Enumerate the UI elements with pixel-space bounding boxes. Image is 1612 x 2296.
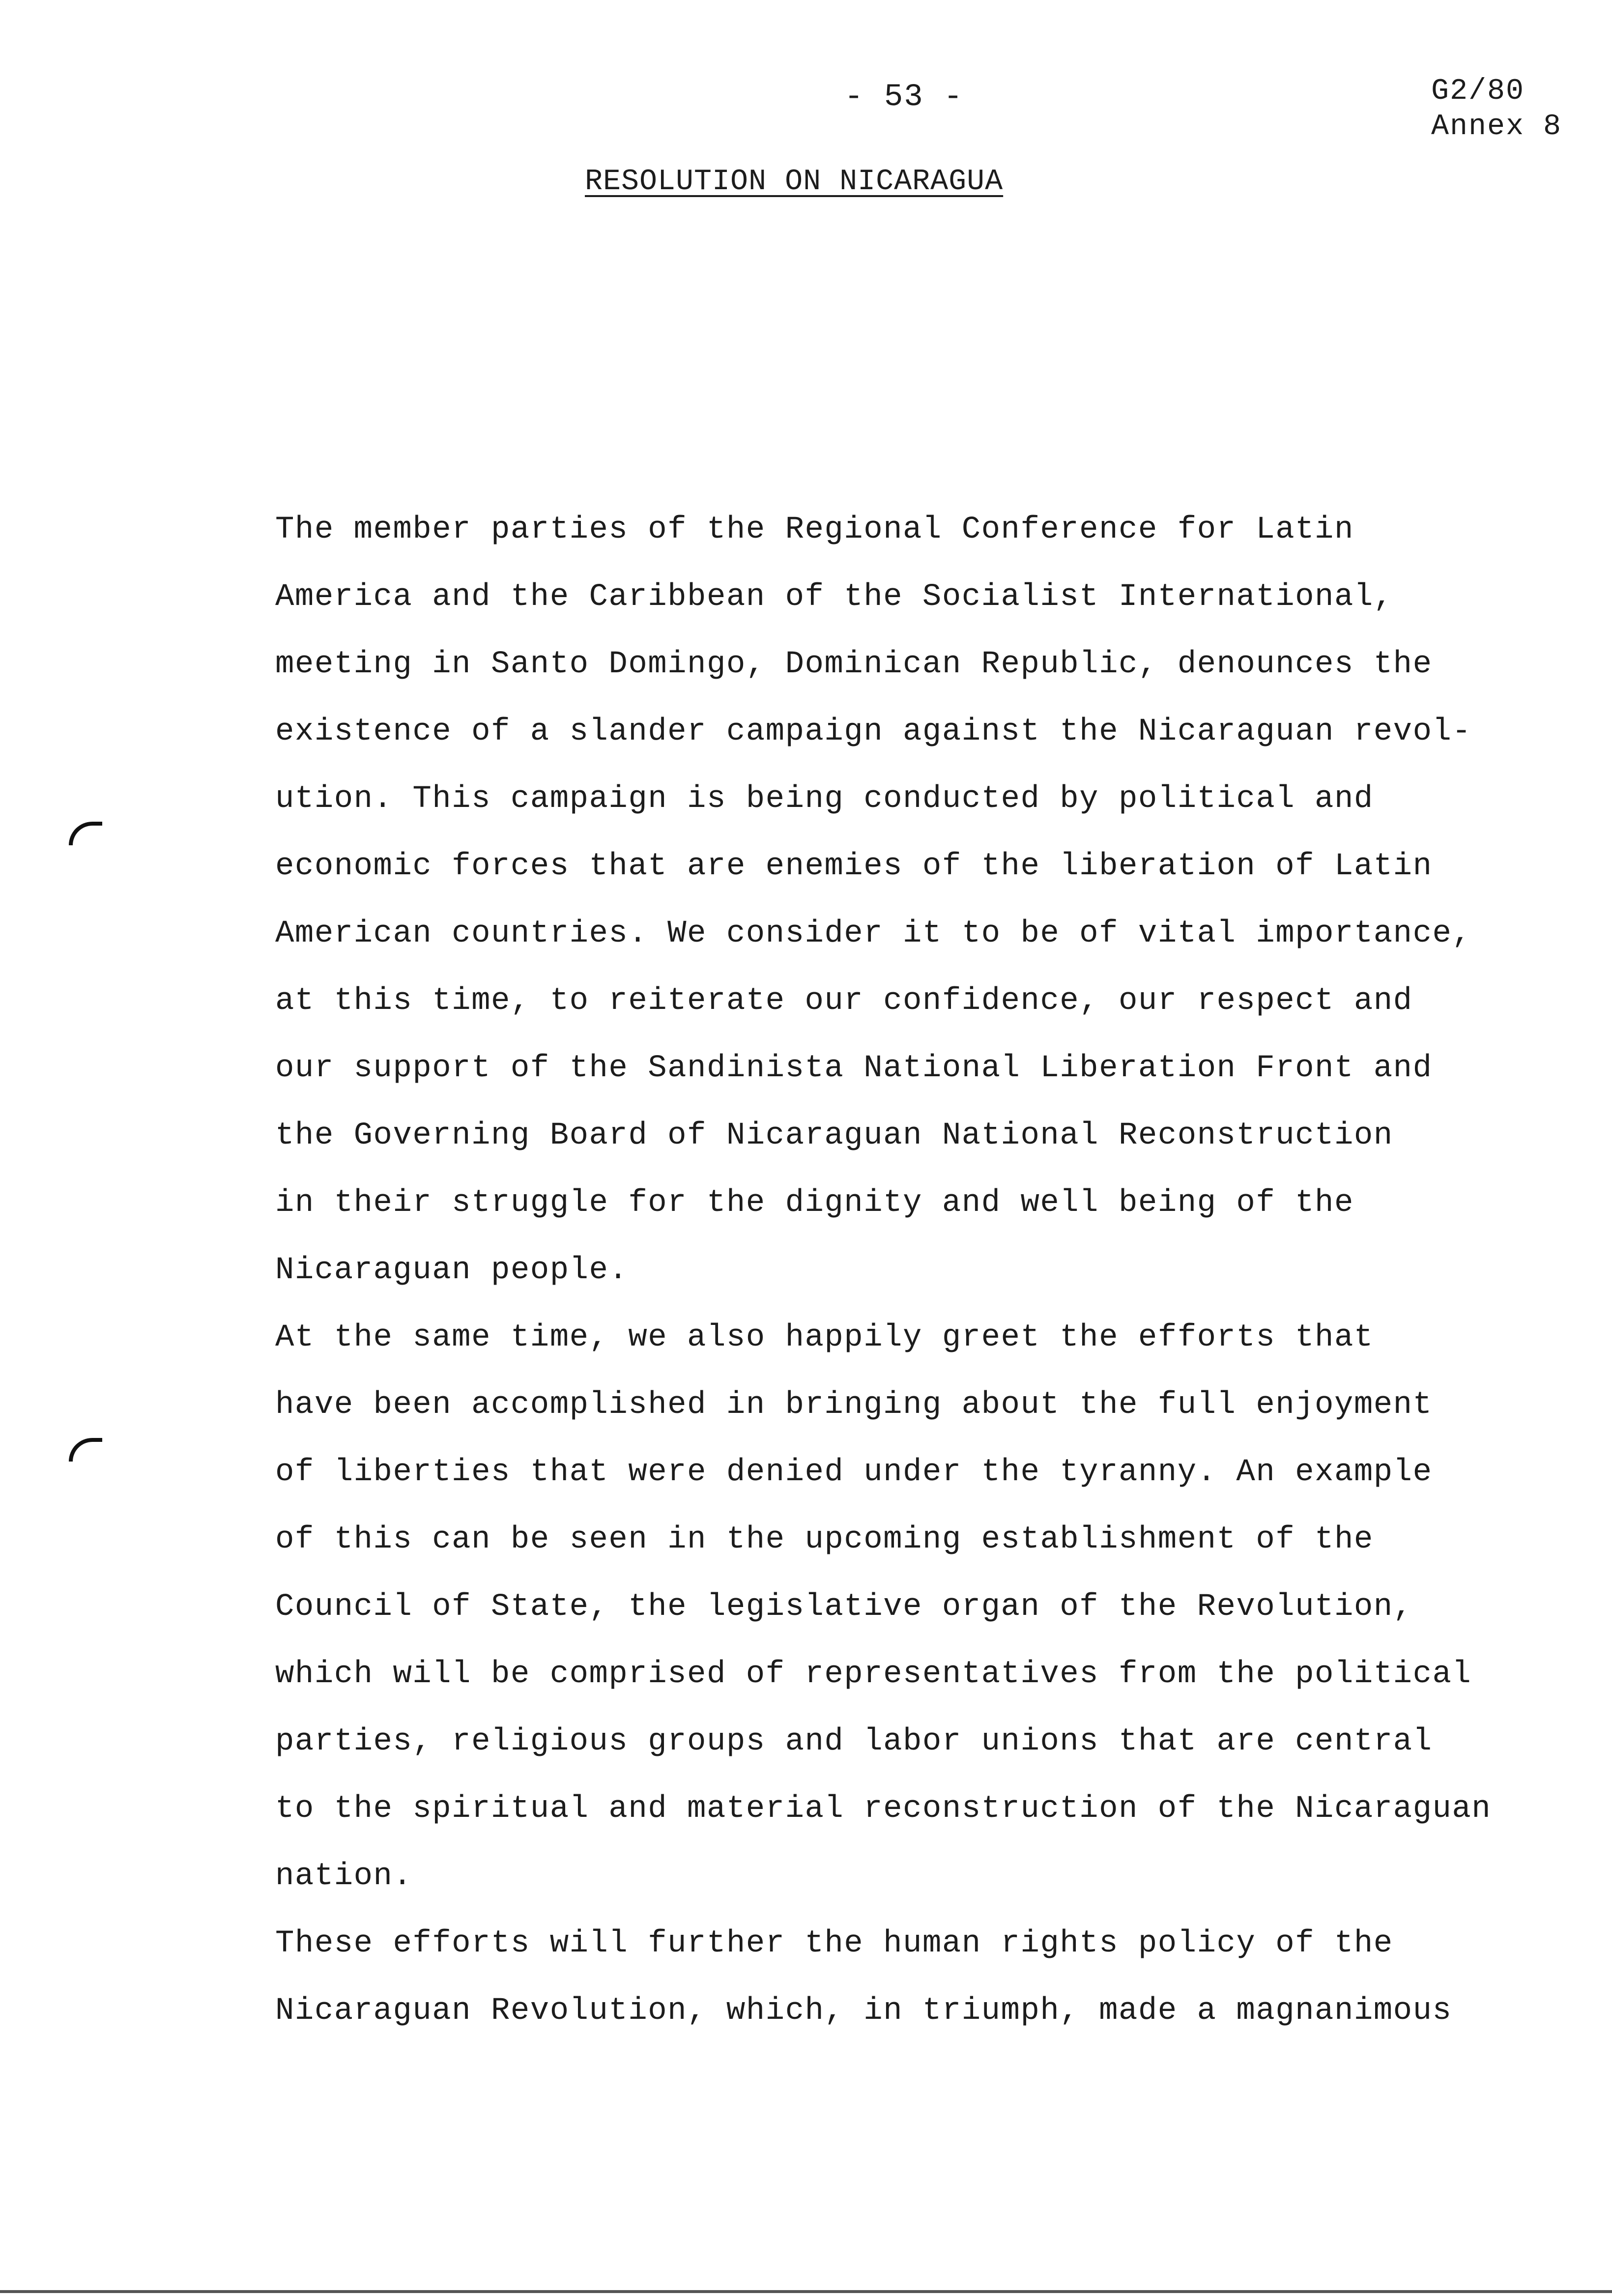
- body-line: our support of the Sandinista National Liberation Front and: [275, 1051, 1433, 1086]
- body-line: parties, religious groups and labor unions that are central: [275, 1724, 1433, 1759]
- body-line: to the spiritual and material reconstruction of the Nicaraguan: [275, 1791, 1492, 1827]
- body-line: nation.: [275, 1859, 413, 1894]
- body-line: America and the Caribbean of the Socialist International,: [275, 579, 1393, 615]
- body-line: At the same time, we also happily greet the efforts that: [275, 1320, 1374, 1355]
- body-line: Nicaraguan people.: [275, 1253, 629, 1288]
- punch-hole-mark: [69, 1438, 102, 1462]
- body-line: existence of a slander campaign against the Nicaraguan revol-: [275, 714, 1472, 749]
- body-line: which will be comprised of representatives from the political: [275, 1657, 1472, 1692]
- body-line: The member parties of the Regional Conference for Latin: [275, 512, 1354, 547]
- body-line: of this can be seen in the upcoming establishment of the: [275, 1522, 1374, 1557]
- document-reference: [1431, 74, 1562, 144]
- document-title: RESOLUTION ON NICARAGUA: [585, 165, 1004, 199]
- body-line: ution. This campaign is being conducted by political and: [275, 781, 1374, 817]
- body-line: of liberties that were denied under the tyranny. An example: [275, 1455, 1433, 1490]
- body-line: have been accomplished in bringing about the full enjoyment: [275, 1387, 1433, 1423]
- body-line: Council of State, the legislative organ of the Revolution,: [275, 1589, 1413, 1625]
- body-line: meeting in Santo Domingo, Dominican Republic, denounces the: [275, 647, 1433, 682]
- body-line: in their struggle for the dignity and well being of the: [275, 1185, 1354, 1221]
- annex-label: Annex 8: [1431, 110, 1562, 144]
- body-line: These efforts will further the human rights policy of the: [275, 1926, 1393, 1961]
- body-line: American countries. We consider it to be of vital importance,: [275, 916, 1472, 951]
- page-bottom-edge: [0, 2290, 1612, 2293]
- body-line: Nicaraguan Revolution, which, in triumph, made a magnanimous: [275, 1993, 1452, 2029]
- body-line: at this time, to reiterate our confidence, our respect and: [275, 983, 1413, 1019]
- resolution-body: [275, 496, 1573, 2045]
- reference-code: G2/80: [1431, 75, 1525, 108]
- page-number: - 53 -: [844, 80, 964, 115]
- punch-hole-mark: [69, 822, 102, 845]
- body-line: economic forces that are enemies of the liberation of Latin: [275, 849, 1433, 884]
- body-line: the Governing Board of Nicaraguan National Reconstruction: [275, 1118, 1393, 1153]
